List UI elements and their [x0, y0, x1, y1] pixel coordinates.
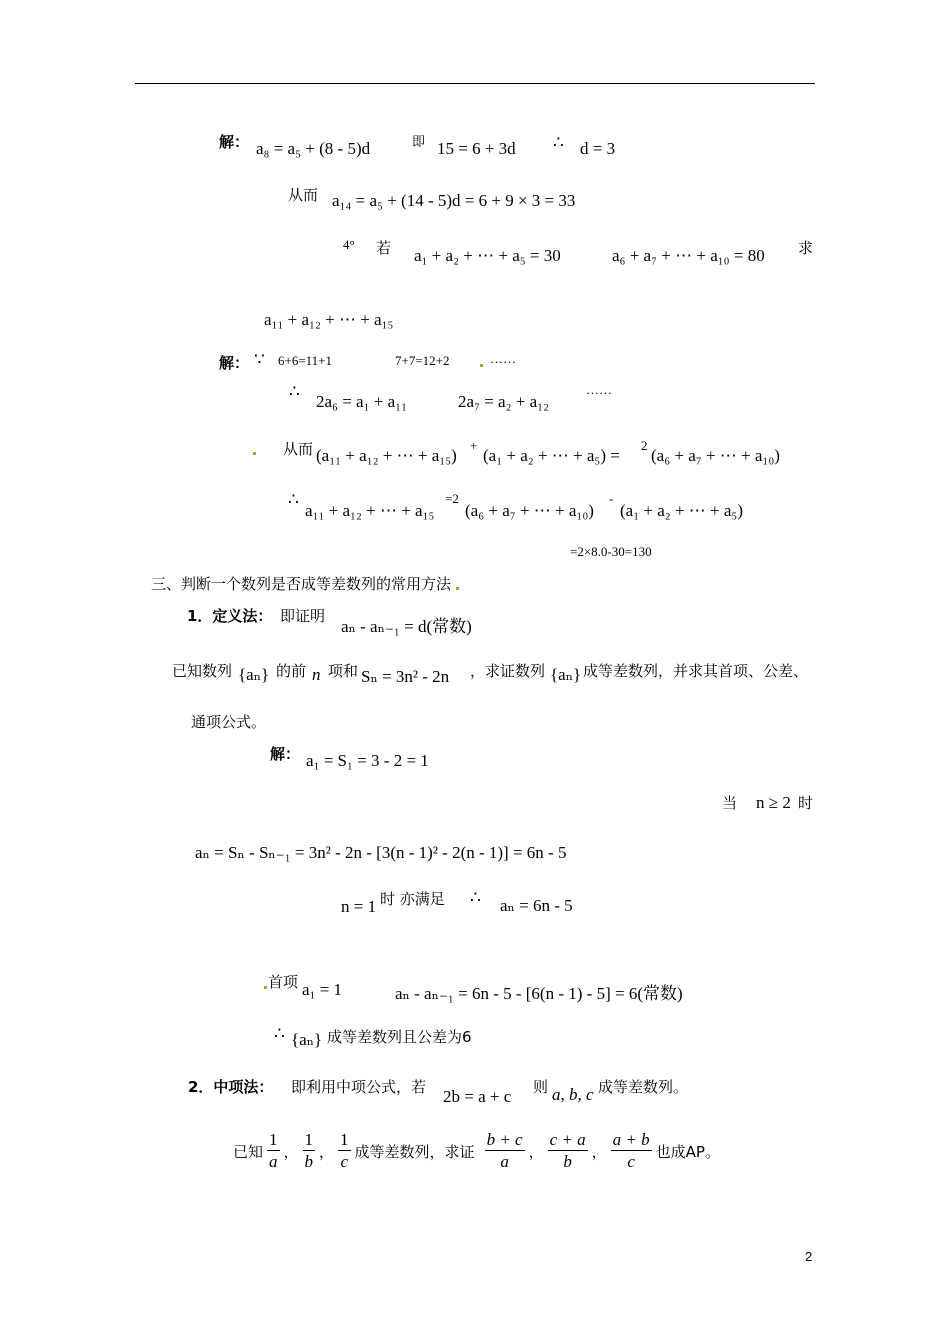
text: 时 — [798, 794, 814, 812]
text: 若 — [376, 239, 392, 257]
equation: aₙ = 6n - 5 — [500, 896, 573, 915]
variable: n — [312, 665, 321, 684]
comma: ， — [528, 1143, 544, 1161]
fraction — [611, 1130, 652, 1173]
equation: 2a₇ = a₂ + a₁₂ — [458, 392, 550, 411]
text: 时 亦满足 — [380, 890, 445, 908]
fraction — [267, 1130, 280, 1173]
numerator: c + a — [549, 1130, 586, 1149]
equation: a₁₁ + a₁₂ + ⋯ + a₁₅ — [264, 310, 394, 329]
text: 成等差数列。 — [598, 1078, 689, 1096]
ellipsis: …… — [490, 351, 516, 366]
text: 首项 — [268, 973, 299, 991]
equation: a₁ + a₂ + ⋯ + a₅ = 30 — [414, 246, 561, 265]
equation: Sₙ = 3n² - 2n — [361, 667, 450, 686]
equation: (a₁ + a₂ + ⋯ + a₅) — [620, 501, 744, 520]
therefore-symbol: ∴ — [288, 490, 299, 509]
denominator: c — [627, 1152, 635, 1171]
equation: (a₁₁ + a₁₂ + ⋯ + a₁₅) — [316, 446, 457, 465]
marker-dot — [456, 587, 459, 590]
comma: ， — [591, 1143, 607, 1161]
text: 成等差数列，求证 — [354, 1143, 475, 1161]
therefore-symbol: ∴ — [289, 382, 300, 401]
text: 当 — [722, 794, 738, 812]
text: 即证明 — [280, 607, 326, 625]
text: 的前 — [276, 662, 307, 680]
solution-label: 解： — [219, 133, 250, 151]
text: 从而 — [288, 186, 319, 204]
fraction — [338, 1130, 351, 1173]
equation: a₆ + a₇ + ⋯ + a₁₀ = 80 — [612, 246, 765, 265]
result-text: =2×8.0-30=130 — [570, 544, 652, 559]
text: 6+6=11+1 — [278, 353, 333, 368]
fraction — [548, 1130, 588, 1173]
equation: aₙ - aₙ₋₁ = 6n - 5 - [6(n - 1) - 5] = 6(常数) — [395, 984, 683, 1003]
equation: a₈ = a₅ + (8 - 5)d — [256, 139, 371, 158]
solution-label: 解： — [270, 745, 301, 763]
comma: ， — [283, 1143, 299, 1161]
numerator: a + b — [612, 1130, 650, 1149]
solution-label: 解： — [219, 354, 250, 372]
equation: 2a₆ = a₁ + a₁₁ — [316, 392, 408, 411]
equation: 2b = a + c — [443, 1087, 512, 1106]
marker-dot — [264, 986, 267, 989]
denominator: a — [500, 1152, 509, 1171]
sequence-symbol: {aₙ} — [291, 1030, 323, 1049]
item-number: 4° — [343, 237, 355, 252]
text: 则 — [533, 1078, 549, 1096]
marker-dot — [253, 452, 256, 455]
therefore-symbol: ∴ — [470, 888, 481, 907]
section-title: 三、判断一个数列是否成等差数列的常用方法 — [151, 575, 452, 593]
equation: aₙ - aₙ₋₁ = d(常数) — [341, 617, 472, 636]
equation: 15 = 6 + 3d — [437, 139, 516, 158]
equation: (a₆ + a₇ + ⋯ + a₁₀) — [651, 446, 780, 465]
denominator: b — [304, 1152, 314, 1171]
numerator: 1 — [304, 1130, 314, 1149]
text: 项和 — [328, 662, 359, 680]
equation: a₁₄ = a₅ + (14 - 5)d = 6 + 9 × 3 = 33 — [332, 191, 576, 210]
coefficient: 2 — [641, 438, 648, 453]
comma: ， — [319, 1143, 335, 1161]
method-title: 2．中项法： — [188, 1078, 274, 1096]
equation: n = 1 — [341, 897, 377, 916]
text: 已知数列 — [172, 662, 233, 680]
denominator: b — [563, 1152, 572, 1171]
ellipsis: …… — [586, 382, 612, 397]
text: 即 — [412, 135, 426, 150]
marker-dot — [480, 364, 483, 367]
plus-sign: + — [470, 438, 478, 453]
equation: a₁ = S₁ = 3 - 2 = 1 — [306, 751, 429, 770]
equation: a₁₁ + a₁₂ + ⋯ + a₁₅ — [305, 501, 435, 520]
therefore-symbol: ∴ — [553, 133, 564, 152]
equation: aₙ = Sₙ - Sₙ₋₁ = 3n² - 2n - [3(n - 1)² - 2(n - 1)] = 6n - 5 — [195, 843, 567, 862]
equation: a, b, c — [552, 1085, 594, 1104]
therefore-symbol: ∴ — [274, 1024, 285, 1043]
denominator: c — [340, 1152, 349, 1171]
text: 求 — [798, 239, 814, 257]
sequence-symbol: {aₙ} — [550, 665, 582, 684]
minus-sign: - — [609, 491, 614, 506]
denominator: a — [269, 1152, 278, 1171]
example-2-line — [233, 1130, 720, 1173]
equation: n ≥ 2 — [756, 793, 791, 812]
text: 通项公式。 — [191, 713, 267, 731]
text: 成等差数列，并求其首项、公差、 — [583, 662, 809, 680]
header-rule — [135, 83, 815, 84]
numerator: 1 — [269, 1130, 278, 1149]
text: 也成AP。 — [655, 1143, 720, 1161]
method-title: 1．定义法： — [187, 607, 273, 625]
text: 即利用中项公式，若 — [291, 1078, 427, 1096]
text: ，求证数列 — [470, 662, 546, 680]
text: 已知 — [233, 1143, 264, 1161]
equation: =2 — [445, 491, 459, 506]
because-symbol: ∵ — [254, 350, 265, 369]
page-number: 2 — [805, 1249, 813, 1264]
text: 成等差数列且公差为6 — [327, 1028, 472, 1046]
sequence-symbol: {aₙ} — [238, 665, 270, 684]
fraction — [303, 1130, 316, 1173]
text: 从而 — [283, 440, 314, 458]
equation: d = 3 — [580, 139, 616, 158]
numerator: b + c — [486, 1130, 523, 1149]
text: 7+7=12+2 — [395, 353, 450, 368]
fraction — [485, 1130, 525, 1173]
equation: (a₁ + a₂ + ⋯ + a₅) = — [483, 446, 620, 465]
equation: (a₆ + a₇ + ⋯ + a₁₀) — [465, 501, 594, 520]
numerator: 1 — [340, 1130, 349, 1149]
equation: a₁ = 1 — [302, 980, 343, 999]
